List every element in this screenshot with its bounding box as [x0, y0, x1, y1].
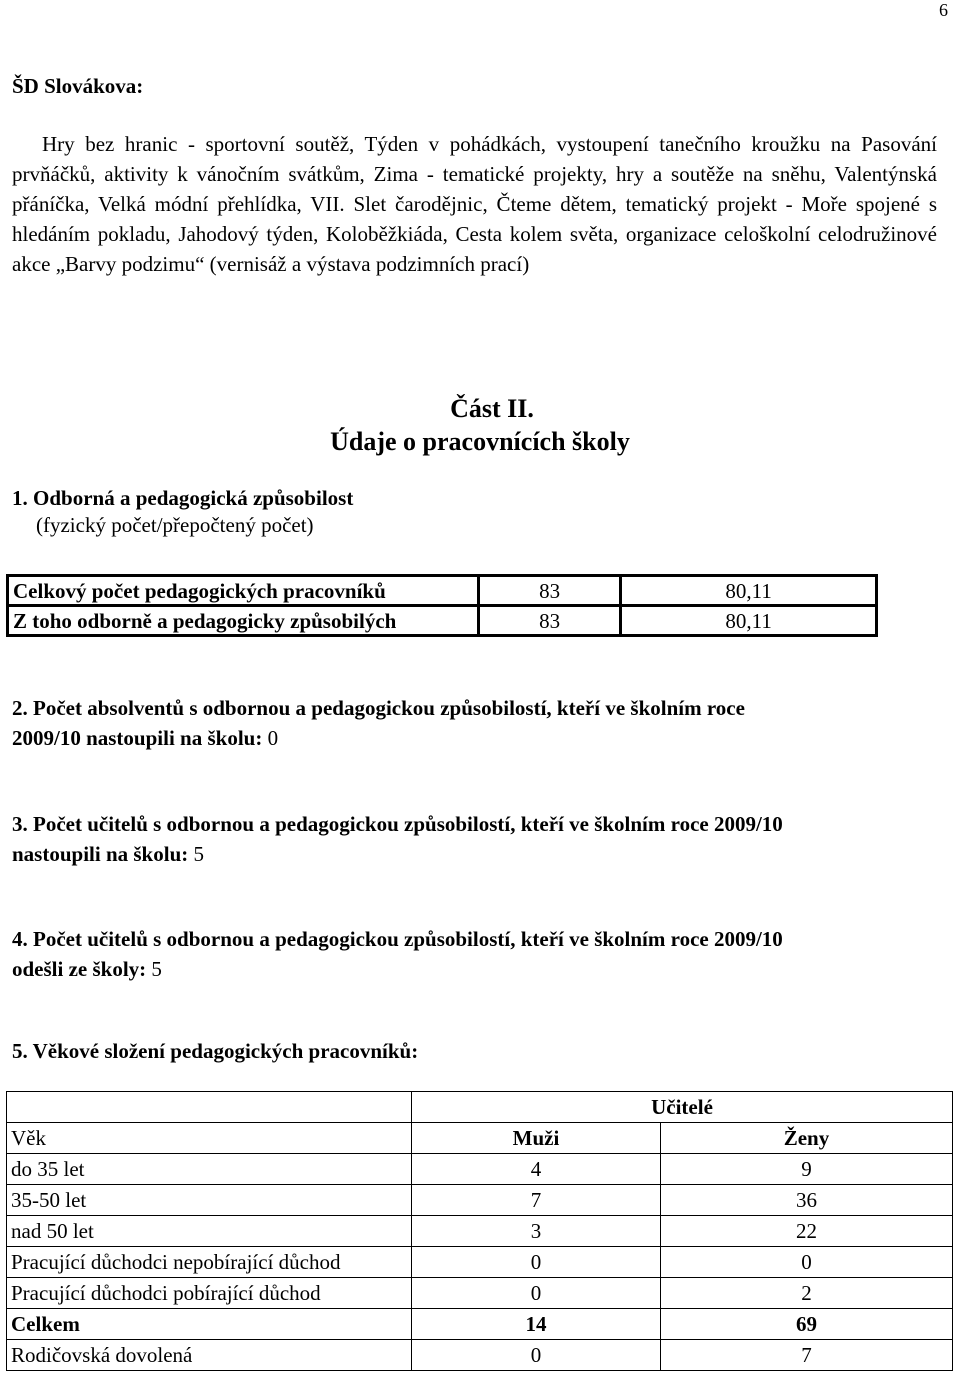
- section2-heading: [12, 693, 745, 753]
- physical-count: 83: [479, 576, 621, 606]
- age-label: Pracující důchodci pobírající důchod: [7, 1278, 412, 1309]
- section3-heading: [12, 809, 783, 869]
- women-count: 9: [661, 1154, 953, 1185]
- section3-value: 5: [193, 842, 204, 866]
- section2-heading-line1: 2. Počet absolventů s odbornou a pedagogickou způsobilostí, kteří ve školním roce: [12, 696, 745, 720]
- women-count: 7: [661, 1340, 953, 1371]
- age-label: Celkem: [7, 1309, 412, 1340]
- row-label: Z toho odborně a pedagogicky způsobilých: [8, 606, 479, 636]
- table-row: [7, 1247, 953, 1278]
- section4-heading-line2: odešli ze školy:: [12, 957, 147, 981]
- section4-heading-line1: 4. Počet učitelů s odbornou a pedagogickou způsobilostí, kteří ve školním roce 2009/10: [12, 927, 783, 951]
- women-count: 2: [661, 1278, 953, 1309]
- col-age-header: Věk: [7, 1123, 412, 1154]
- row-label: Celkový počet pedagogických pracovníků: [8, 576, 479, 606]
- men-count: 0: [412, 1340, 661, 1371]
- table-row: [7, 1092, 953, 1123]
- activities-paragraph: Hry bez hranic - sportovní soutěž, Týden v pohádkách, vystoupení tanečního kroužku na Pasování prvňáčků, aktivity k vánočním svátkům, Zima - tematické projekty, hry a soutěže na sněhu, Valentýnská přáníčka, Velká módní přehlídka, VII. Slet čarodějnic, Čteme dětem, tematický projekt - Moře spojené s hledáním pokladu, Jahodový týden, Koloběžkiáda, Cesta kolem světa, organizace celoškolní celodružinové akce „Barvy podzimu“ (vernisáž a výstava podzimních prací): [12, 132, 937, 276]
- women-count: 36: [661, 1185, 953, 1216]
- women-count: 69: [661, 1309, 953, 1340]
- age-label: 35-50 let: [7, 1185, 412, 1216]
- converted-count: 80,11: [621, 606, 877, 636]
- col-women-header: Ženy: [661, 1123, 953, 1154]
- men-count: 0: [412, 1247, 661, 1278]
- converted-count: 80,11: [621, 576, 877, 606]
- section1-note: (fyzický počet/přepočtený počet): [36, 513, 314, 537]
- part-subtitle: Údaje o pracovnících školy: [330, 427, 630, 456]
- men-count: 3: [412, 1216, 661, 1247]
- table-row: [7, 1340, 953, 1371]
- table-row: [7, 1123, 953, 1154]
- section2-heading-line2: 2009/10 nastoupili na školu:: [12, 726, 263, 750]
- section5-heading: 5. Věkové složení pedagogických pracovníků:: [12, 1039, 419, 1063]
- col-men-header: Muži: [412, 1123, 661, 1154]
- section3-heading-line1: 3. Počet učitelů s odbornou a pedagogickou způsobilostí, kteří ve školním roce 2009/10: [12, 812, 783, 836]
- table-row: [7, 1185, 953, 1216]
- men-count: 14: [412, 1309, 661, 1340]
- women-count: 22: [661, 1216, 953, 1247]
- women-count: 0: [661, 1247, 953, 1278]
- part-title: Část II.: [450, 394, 534, 423]
- table-row-total: [7, 1309, 953, 1340]
- age-label: nad 50 let: [7, 1216, 412, 1247]
- physical-count: 83: [479, 606, 621, 636]
- table-row: [8, 576, 877, 606]
- group-header: Učitelé: [412, 1092, 953, 1123]
- page-number: 6: [939, 0, 948, 20]
- age-label: do 35 let: [7, 1154, 412, 1185]
- men-count: 0: [412, 1278, 661, 1309]
- table-row: [7, 1278, 953, 1309]
- section3-heading-line2: nastoupili na školu:: [12, 842, 189, 866]
- table-row: [7, 1216, 953, 1247]
- section4-value: 5: [151, 957, 162, 981]
- men-count: 7: [412, 1185, 661, 1216]
- qualification-table: [6, 574, 878, 637]
- table-row: [7, 1154, 953, 1185]
- section1-heading: 1. Odborná a pedagogická způsobilost: [12, 486, 354, 510]
- men-count: 4: [412, 1154, 661, 1185]
- section2-value: 0: [267, 726, 279, 750]
- section-title: ŠD Slovákova:: [12, 74, 144, 98]
- age-label: Pracující důchodci nepobírající důchod: [7, 1247, 412, 1278]
- section4-heading: [12, 924, 783, 984]
- age-structure-table: [6, 1091, 953, 1371]
- table-row: [8, 606, 877, 636]
- age-label: Rodičovská dovolená: [7, 1340, 412, 1371]
